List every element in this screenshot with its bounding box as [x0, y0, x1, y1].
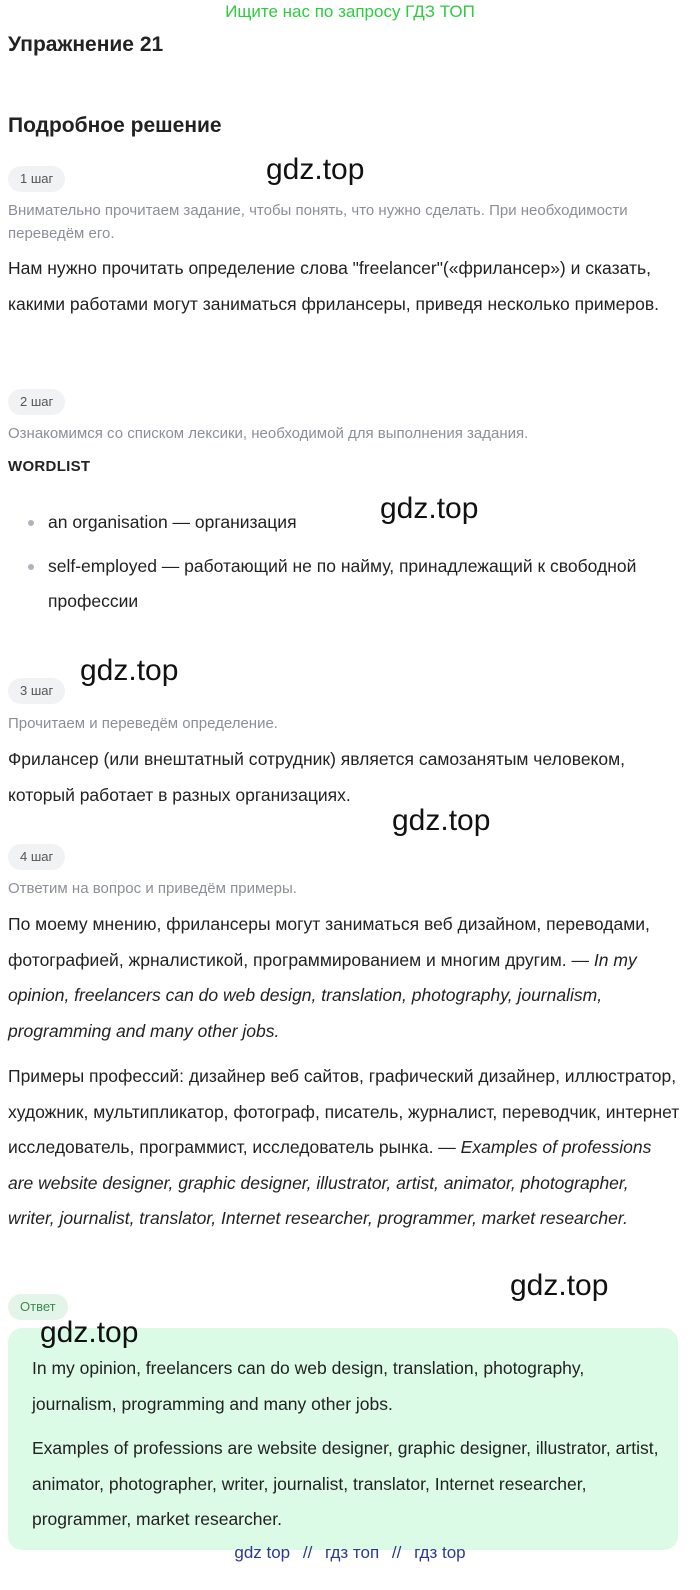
footer-link[interactable]: гдз топ	[325, 1543, 380, 1562]
footer-separator: //	[391, 1543, 402, 1562]
footer-link[interactable]: gdz top	[234, 1543, 291, 1562]
examples-english: Examples of professions are website designer, graphic designer, illustrator, artist, animator, photographer, writer, journalist, translator, Internet researcher, programmer, market researcher.	[8, 1137, 652, 1228]
step-badge: 4 шаг	[8, 844, 65, 870]
step-hint: Прочитаем и переведём определение.	[8, 715, 278, 732]
watermark: gdz.top	[266, 153, 365, 186]
step-hint: Ознакомимся со списком лексики, необходимой для выполнения задания.	[8, 425, 529, 442]
watermark: gdz.top	[380, 492, 479, 525]
step-text	[8, 1059, 680, 1237]
bullet-dot-icon	[28, 564, 34, 570]
search-banner: Ищите нас по запросу ГДЗ ТОП	[225, 2, 475, 21]
examples-russian: Примеры профессий: дизайнер веб сайтов, графический дизайнер, иллюстратор, художник, мультипликатор, фотограф, писатель, журналист, переводчик, интернет исследователь, программист, исследователь рынка. —	[8, 1066, 680, 1157]
watermark: gdz.top	[510, 1269, 609, 1302]
step-hint: Ответим на вопрос и приведём примеры.	[8, 880, 297, 897]
exercise-title: Упражнение 21	[8, 33, 164, 56]
wordlist	[22, 505, 692, 628]
step-badge: 3 шаг	[8, 678, 65, 704]
watermark: gdz.top	[80, 654, 179, 687]
step-text: Нам нужно прочитать определение слова "freelancer"(«фрилансер») и сказать, какими работами могут заниматься фрилансеры, приведя несколько примеров.	[8, 258, 660, 314]
section-title: Подробное решение	[8, 114, 222, 137]
list-item	[22, 505, 692, 541]
footer-link[interactable]: гдз top	[414, 1543, 466, 1562]
bullet-dot-icon	[28, 520, 34, 526]
answer-text: Examples of professions are website designer, graphic designer, illustrator, artist, animator, photographer, writer, journalist, translator, Internet researcher, programmer, market researcher.	[32, 1438, 659, 1529]
watermark: gdz.top	[392, 804, 491, 837]
list-item	[22, 549, 692, 620]
answer-english: In my opinion, freelancers can do web design, translation, photography, journalism, programming and many other jobs.	[8, 949, 637, 1041]
step-hint: Внимательно прочитаем задание, чтобы понять, что нужно сделать. При необходимости переведём его.	[8, 202, 628, 242]
footer-links	[0, 1541, 700, 1565]
answer-text: In my opinion, freelancers can do web design, translation, photography, journalism, programming and many other jobs.	[32, 1358, 585, 1414]
step-text: Фрилансер (или внештатный сотрудник) является самозанятым человеком, который работает в разных организациях.	[8, 749, 626, 805]
wordlist-entry: self-employed — работающий не по найму, принадлежащий к свободной профессии	[48, 555, 637, 611]
watermark: gdz.top	[40, 1316, 139, 1349]
wordlist-entry: an organisation — организация	[48, 512, 297, 532]
answer-badge: Ответ	[8, 1294, 68, 1320]
step-text	[8, 907, 680, 1049]
answer-russian: По моему мнению, фрилансеры могут заниматься веб дизайном, переводами, фотографией, жрналистикой, программированием и многим другим. —	[8, 914, 650, 970]
step-badge: 2 шаг	[8, 389, 65, 415]
footer-separator: //	[302, 1543, 313, 1562]
step-badge: 1 шаг	[8, 166, 65, 192]
wordlist-heading: WORDLIST	[8, 458, 91, 475]
